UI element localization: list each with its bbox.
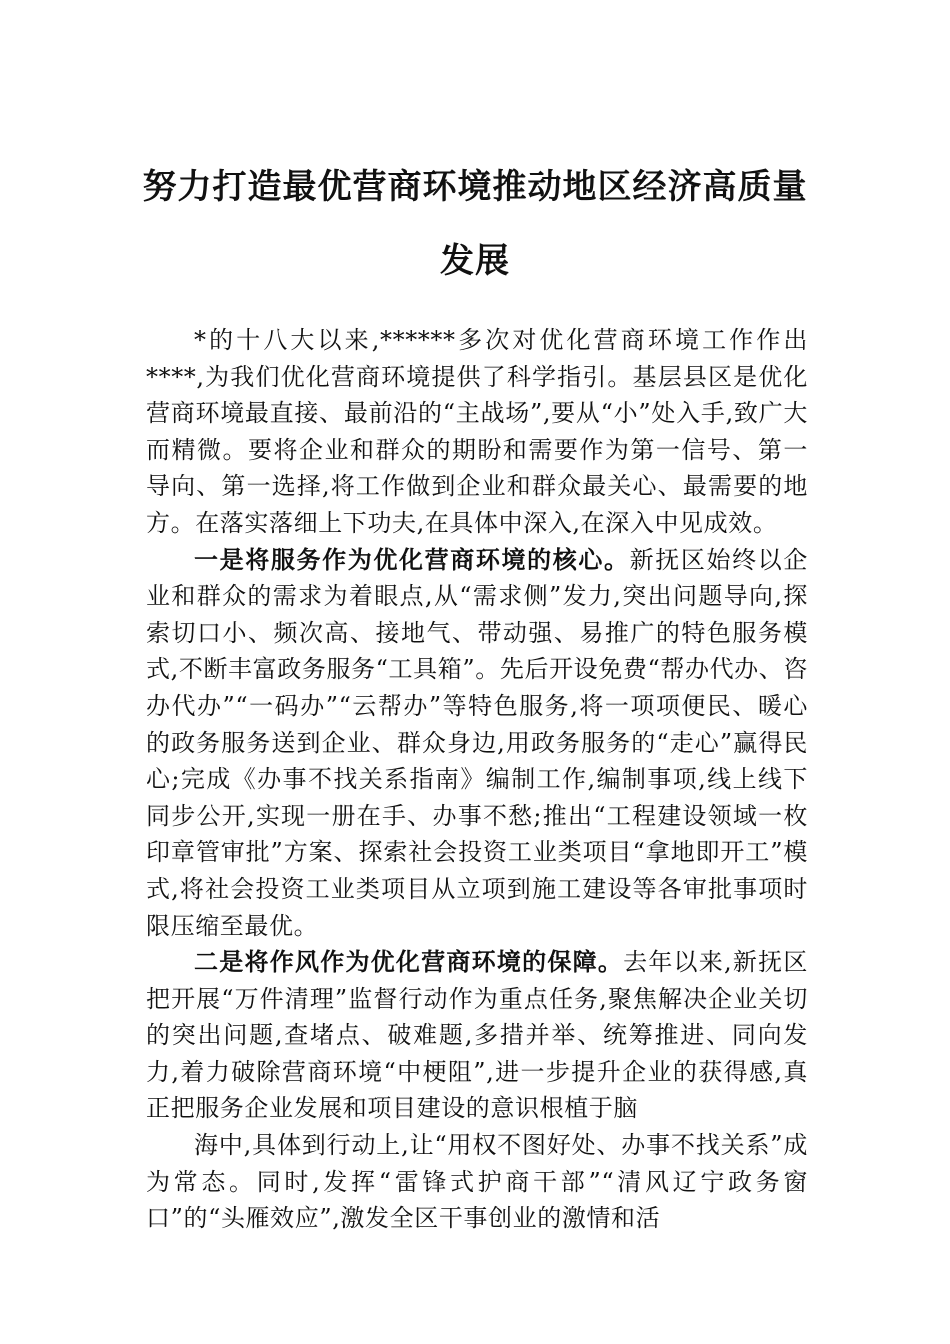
paragraph-style-text: 去年以来,新抚区把开展“万件清理”监督行动作为重点任务,聚焦解决企业关切的突出问题,查堵点、破难题,多措并举、统筹推进、同向发力,着力破除营商环境“中梗阻”,进一步提升企业的获得感,真正把服务企业发展和项目建设的意识根植于脑 (146, 948, 808, 1123)
document-title: 努力打造最优营商环境推动地区经济高质量发展 (142, 167, 808, 281)
paragraph-intro (146, 322, 808, 542)
document-body (146, 322, 808, 1237)
paragraph-service-heading: 一是将服务作为优化营商环境的核心。 (194, 544, 630, 574)
paragraph-service (146, 542, 808, 945)
paragraph-continuation-text: 海中,具体到行动上,让“用权不图好处、办事不找关系”成为常态。同时,发挥“雷锋式护商干部”“清风辽宁政务窗口”的“头雁效应”,激发全区干事创业的激情和活 (146, 1131, 808, 1233)
paragraph-style-heading: 二是将作风作为优化营商环境的保障。 (194, 947, 624, 977)
paragraph-intro-text: *的十八大以来,******多次对优化营商环境工作作出****,为我们优化营商环境提供了科学指引。基层县区是优化营商环境最直接、最前沿的“主战场”,要从“小”处入手,致广大而精微。要将企业和群众的期盼和需要作为第一信号、第一导向、第一选择,将工作做到企业和群众最关心、最需要的地方。在落实落细上下功夫,在具体中深入,在深入中见成效。 (146, 326, 808, 537)
paragraph-continuation (146, 1127, 808, 1237)
paragraph-style (146, 944, 808, 1127)
paragraph-service-text: 新抚区始终以企业和群众的需求为着眼点,从“需求侧”发力,突出问题导向,探索切口小、频次高、接地气、带动强、易推广的特色服务模式,不断丰富政务服务“工具箱”。先后开设免费“帮办代办、咨办代办”“一码办”“云帮办”等特色服务,将一项项便民、暖心的政务服务送到企业、群众身边,用政务服务的“走心”赢得民心;完成《办事不找关系指南》编制工作,编制事项,线上线下同步公开,实现一册在手、办事不愁;推出“工程建设领域一枚印章管审批”方案、探索社会投资工业类项目“拿地即开工”模式,将社会投资工业类项目从立项到施工建设等各审批事项时限压缩至最优。 (146, 545, 808, 940)
